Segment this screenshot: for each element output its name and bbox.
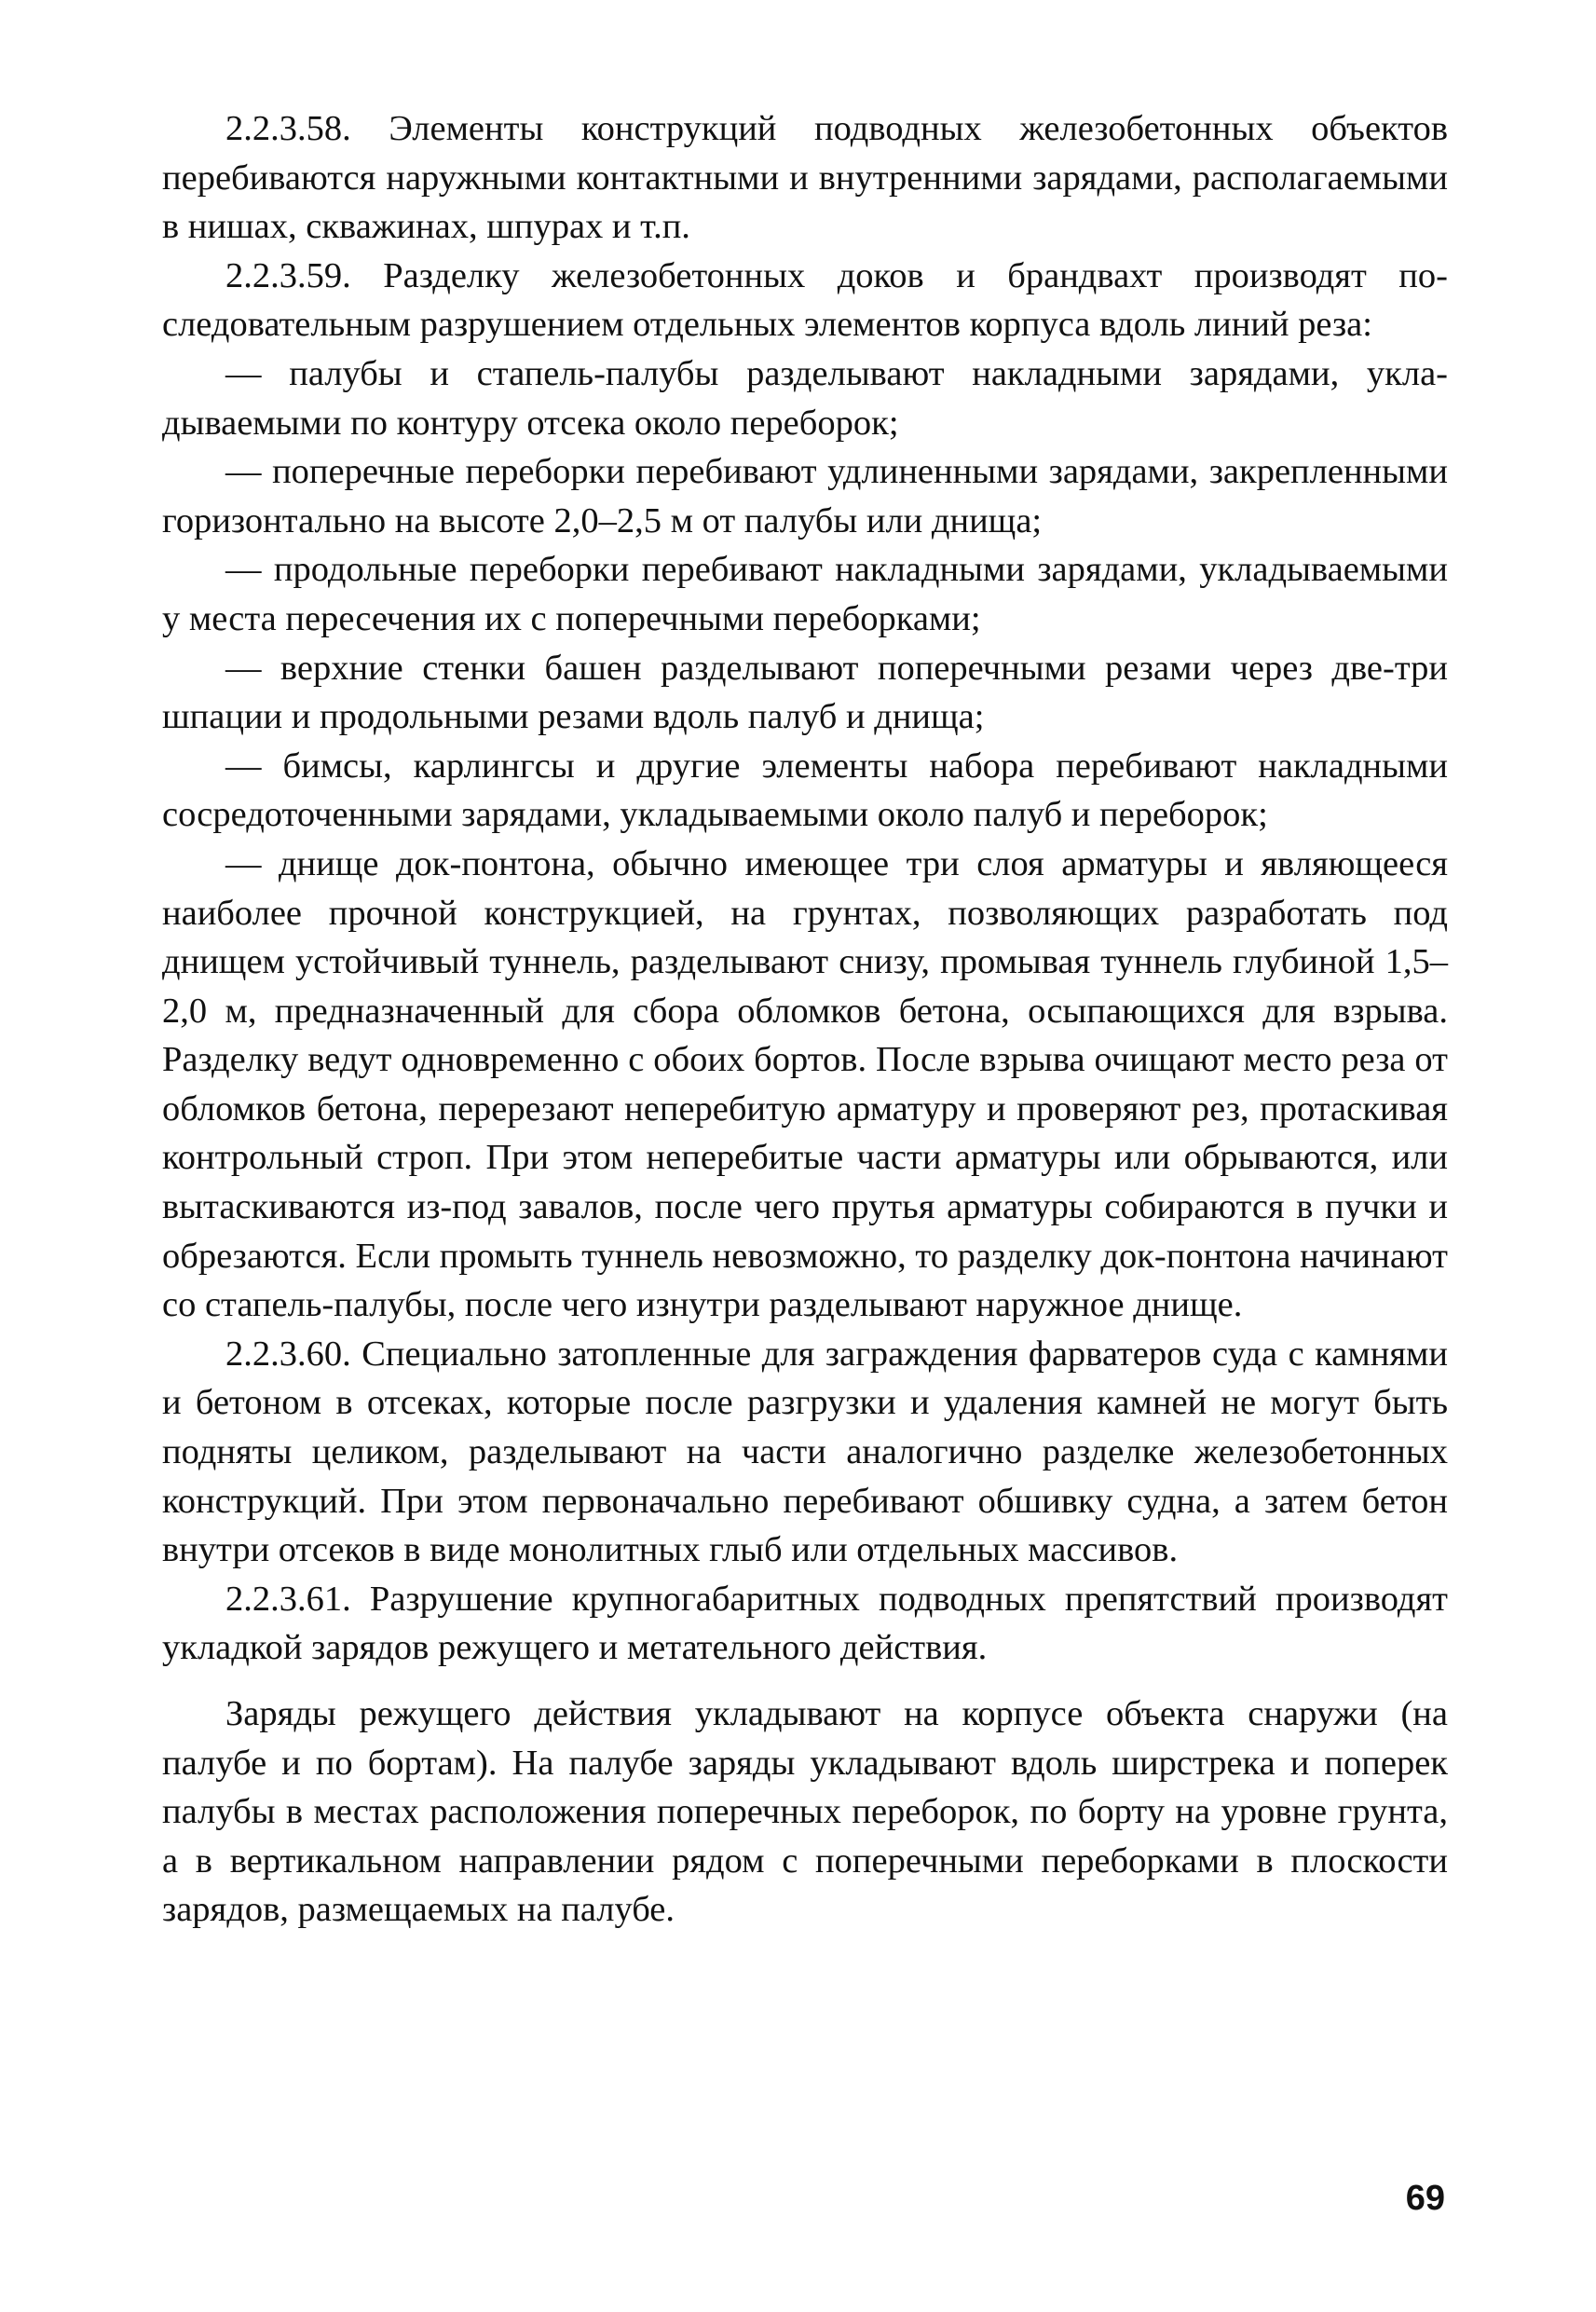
paragraph-cutting-charges: Заряды режущего действия укладывают на корпусе объекта снаружи (на палубе и по бортам). На палубе заряды укладывают вдоль ширстрека и поперек палубы в местах расположения поперечных переборок, по борту на уровне грунта, а в вертикальном направлении рядом с поперечными переборками в плоскости зарядов, размещаемых на палубе.	[162, 1694, 1448, 1930]
paragraph-2-2-3-60: 2.2.3.60. Специально затопленные для заграждения фарватеров суда с камнями и бетоном в отсеках, которые после разгрузки и удаления камней не могут быть подняты целиком, разделывают на части аналогично разделке железобетонных конструкций. При этом первоначально перебивают обшивку судна, а затем бетон внутри отсеков в виде монолитных глыб или отдельных массивов.	[162, 1334, 1448, 1570]
list-item-tower-walls: — верхние стенки башен разделывают поперечными резами через две-три шпации и продольными резами вдоль палуб и днища;	[162, 648, 1448, 737]
list-item-pontoon-bottom: — днище док-понтона, обычно имеющее три слоя арматуры и являющееся наиболее прочной конструкцией, на грунтах, позволяющих разработать под днищем устойчивый туннель, разделывают снизу, промывая туннель глубиной 1,5–2,0 м, предназначенный для сбора обломков бетона, осыпающихся для взрыва. Разделку ведут одновременно с обоих бортов. После взрыва очищают место реза от обломков бетона, перерезают неперебитую арматуру и проверяют рез, протаскивая контрольный строп. При этом неперебитые части арматуры или обрываются, или вытаскиваются из-под завалов, после чего прутья арматуры собираются в пучки и обрезаются. Если промыть туннель невозможно, то разделку док-понтона начинают со стапель-палубы, после чего изнутри разделывают наружное днище.	[162, 843, 1448, 1325]
list-item-longitudinal-bulkheads: — продольные переборки перебивают накладными зарядами, укладываемыми у места пересечения их с поперечными переборками;	[162, 550, 1448, 638]
list-item-beams-carlings: — бимсы, карлингсы и другие элементы набора перебивают накладными сосредоточенными зарядами, укладываемыми около палуб и переборок;	[162, 746, 1448, 835]
paragraph-2-2-3-59: 2.2.3.59. Разделку железобетонных доков и брандвахт производят последовательным разрушением отдельных элементов корпуса вдоль линий реза:	[162, 255, 1448, 345]
paragraph-2-2-3-58: 2.2.3.58. Элементы конструкций подводных железобетонных объектов перебиваются наружными контактными и внутренними зарядами, располагаемыми в нишах, скважинах, шпурах и т.п.	[162, 109, 1448, 247]
list-item-decks: — палубы и стапель-палубы разделывают накладными зарядами, укладываемыми по контуру отсека около переборок;	[162, 353, 1448, 443]
page-number: 69	[1405, 2179, 1445, 2218]
paragraph-2-2-3-61: 2.2.3.61. Разрушение крупногабаритных подводных препятствий производят укладкой зарядов режущего и метательного действия.	[162, 1579, 1448, 1668]
list-item-transverse-bulkheads: — поперечные переборки перебивают удлиненными зарядами, закрепленными горизонтально на высоте 2,0–2,5 м от палубы или днища;	[162, 452, 1448, 540]
document-body	[162, 104, 1448, 1935]
